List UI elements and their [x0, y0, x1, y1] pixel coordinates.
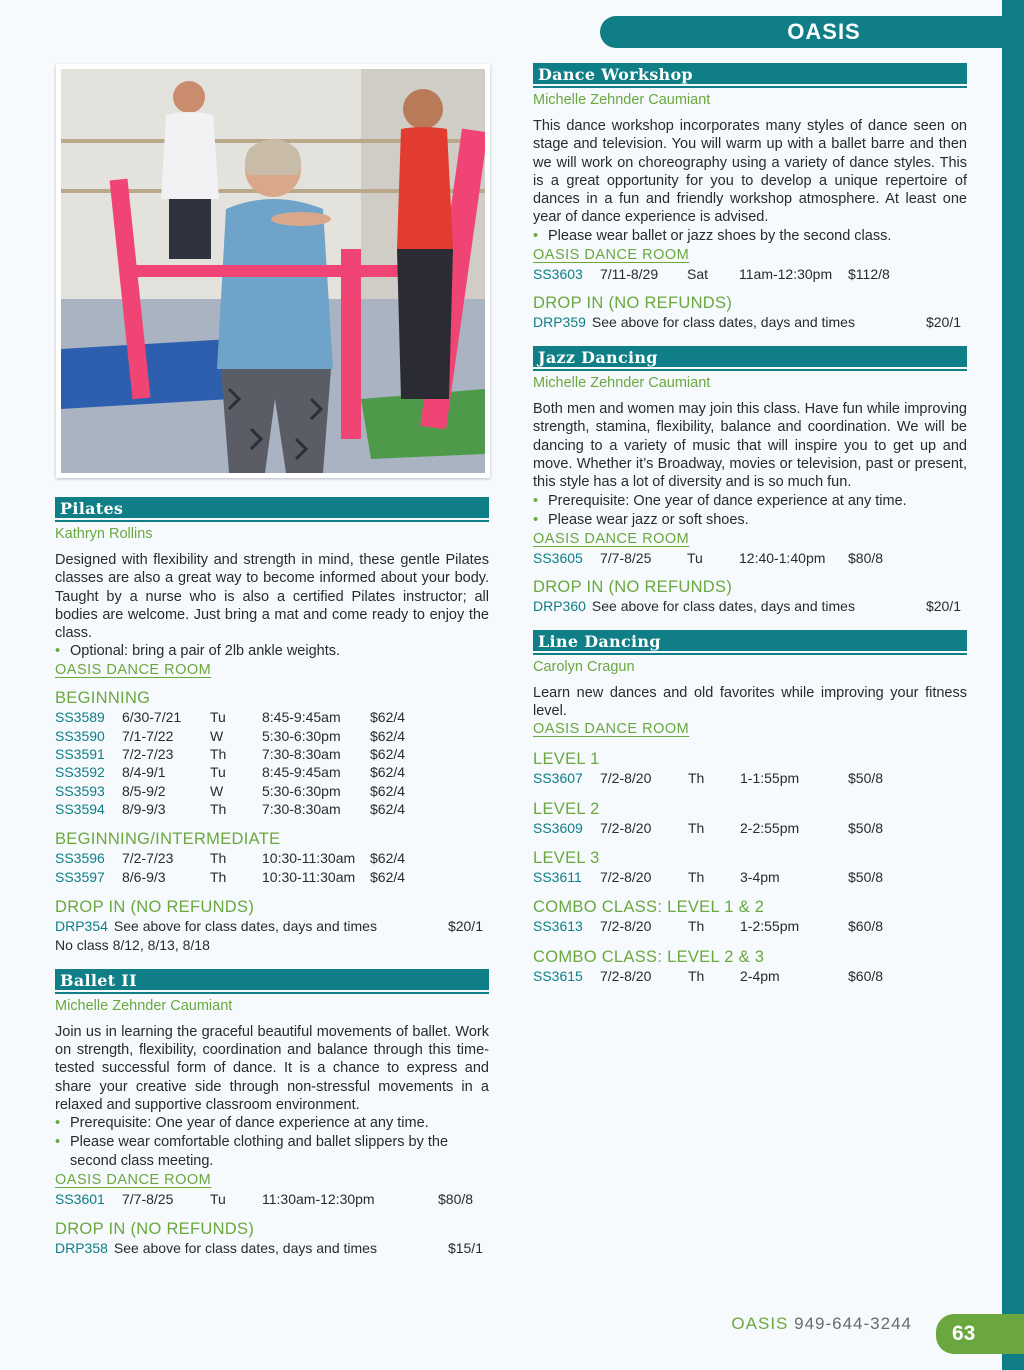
- course-day: Tu: [210, 1191, 226, 1208]
- course-price: $112/8: [848, 265, 890, 282]
- dropin-heading: DROP IN (NO REFUNDS): [55, 1219, 255, 1238]
- course-time: 1-1:55pm: [740, 770, 800, 787]
- table-row: [533, 769, 967, 787]
- level-heading: LEVEL 3: [533, 849, 600, 868]
- line-dancing-section: [533, 630, 967, 985]
- course-dates: 7/11-8/29: [600, 265, 659, 282]
- dropin-text: See above for class dates, days and times: [113, 1239, 377, 1256]
- course-code[interactable]: SS3613: [533, 918, 583, 935]
- course-code[interactable]: SS3590: [55, 727, 105, 744]
- dance-workshop-section: [533, 63, 967, 332]
- table-row: [55, 745, 489, 763]
- table-row: [55, 849, 489, 867]
- course-day: Th: [210, 800, 227, 817]
- course-day: Sat: [687, 265, 709, 282]
- course-price: $62/4: [370, 800, 406, 817]
- level-heading: BEGINNING/INTERMEDIATE: [55, 830, 281, 849]
- level-heading: BEGINNING: [55, 689, 151, 708]
- course-dates: 7/2-8/20: [600, 869, 652, 886]
- table-row: [533, 819, 967, 837]
- requirements-list: [533, 492, 967, 530]
- course-time: 1-2:55pm: [740, 918, 800, 935]
- course-code[interactable]: SS3589: [55, 709, 105, 726]
- instructor-name: Carolyn Cragun: [533, 658, 635, 675]
- course-price: $62/4: [370, 782, 406, 799]
- requirements-list: [533, 227, 967, 246]
- table-row: [55, 1190, 489, 1208]
- schedule-note: No class 8/12, 8/13, 8/18: [55, 936, 210, 953]
- course-time: 10:30-11:30am: [262, 850, 356, 867]
- section-title: Dance Workshop: [533, 63, 967, 86]
- course-dates: 7/7-8/25: [122, 1191, 174, 1208]
- list-item: • Please wear ballet or jazz shoes by the second class.: [533, 227, 967, 246]
- page-number: 63: [936, 1314, 1024, 1354]
- instructor-name: Kathryn Rollins: [55, 526, 153, 542]
- left-column: [55, 497, 489, 1258]
- schedule-table: [55, 708, 489, 818]
- dropin-code[interactable]: DRP360: [533, 597, 586, 614]
- course-price: $60/8: [848, 918, 884, 935]
- list-item: • Please wear comfortable clothing and ballet slippers by the second class meeting.: [55, 1133, 489, 1171]
- course-time: 10:30-11:30am: [262, 868, 356, 885]
- dropin-price: $20/1: [925, 314, 961, 331]
- course-time: 11am-12:30pm: [739, 265, 833, 282]
- dropin-text: See above for class dates, days and times: [113, 917, 377, 934]
- course-code[interactable]: SS3605: [533, 549, 583, 566]
- right-column: [533, 63, 967, 985]
- course-dates: 8/5-9/2: [122, 782, 166, 799]
- course-day: Th: [210, 868, 227, 885]
- course-dates: 7/2-8/20: [600, 918, 652, 935]
- course-description: This dance workshop incorporates many styles of dance seen on stage and television. You will warm up with a ballet barre and then we will work on choreography using a variety of dance styles. This is a great opportunity for you to develop a unique repertoire of dances in a fun and friendly workshop atmosphere. At least one year of dance experience is advised.: [533, 118, 967, 226]
- dropin-price: $20/1: [925, 597, 961, 614]
- ballet-section: [55, 969, 489, 1258]
- jazz-section: [533, 346, 967, 616]
- dropin-text: See above for class dates, days and times: [591, 314, 855, 331]
- course-code[interactable]: SS3591: [55, 746, 105, 763]
- requirements-list: [55, 1114, 489, 1171]
- list-item: • Prerequisite: One year of dance experience at any time.: [533, 492, 967, 511]
- course-day: W: [210, 727, 224, 744]
- course-description: Learn new dances and old favorites while improving your fitness level.: [533, 684, 967, 720]
- course-description: Both men and women may join this class. Have fun while improving strength, stamina, flexibility, balance and coordination. We will be dancing to a variety of music that will inspire you to get up and move. Whether it’s Broadway, movies or television, past or present, this style has a lot of diversity and is so much fun.: [533, 401, 967, 491]
- course-code[interactable]: SS3597: [55, 868, 105, 885]
- course-price: $50/8: [848, 869, 884, 886]
- dropin-code[interactable]: DRP359: [533, 314, 586, 331]
- course-code[interactable]: SS3609: [533, 819, 583, 836]
- course-time: 2-2:55pm: [740, 819, 800, 836]
- table-row: [55, 708, 489, 726]
- room-link[interactable]: OASIS DANCE ROOM: [55, 1172, 212, 1189]
- course-dates: 7/2-8/20: [600, 770, 652, 787]
- room-link[interactable]: OASIS DANCE ROOM: [533, 721, 690, 738]
- dropin-row: [533, 313, 967, 332]
- section-title: Ballet II: [55, 969, 489, 992]
- course-dates: 8/4-9/1: [122, 764, 166, 781]
- course-time: 8:45-9:45am: [262, 764, 341, 781]
- instructor-name: Michelle Zehnder Caumiant: [533, 92, 711, 108]
- schedule-table: [55, 849, 489, 886]
- course-code[interactable]: SS3611: [533, 869, 582, 886]
- room-link[interactable]: OASIS DANCE ROOM: [55, 662, 212, 679]
- dropin-code[interactable]: DRP358: [55, 1239, 108, 1256]
- course-dates: 7/2-8/20: [600, 819, 652, 836]
- course-dates: 8/9-9/3: [122, 800, 166, 817]
- room-link[interactable]: OASIS DANCE ROOM: [533, 530, 690, 547]
- course-price: $62/4: [370, 709, 406, 726]
- course-dates: 6/30-7/21: [122, 709, 182, 726]
- course-time: 5:30-6:30pm: [262, 727, 341, 744]
- course-time: 2-4pm: [740, 967, 780, 984]
- course-code[interactable]: SS3594: [55, 800, 105, 817]
- pilates-section: [55, 497, 489, 954]
- table-row: [533, 265, 967, 283]
- course-code[interactable]: SS3592: [55, 764, 105, 781]
- course-price: $80/8: [848, 549, 884, 566]
- course-dates: 7/2-7/23: [122, 746, 174, 763]
- dropin-heading: DROP IN (NO REFUNDS): [55, 897, 255, 916]
- course-day: Tu: [687, 549, 703, 566]
- course-day: Th: [210, 746, 227, 763]
- course-dates: 7/2-8/20: [600, 967, 652, 984]
- course-time: 12:40-1:40pm: [739, 549, 826, 566]
- dropin-row: [55, 917, 489, 936]
- dropin-price: $15/1: [447, 1239, 483, 1256]
- course-description: Designed with flexibility and strength in mind, these gentle Pilates classes are also a great way to become informed about your body. Taught by a nurse who is also a certified Pilates instructor; all bodies are welcome. Just bring a mat and come ready to enjoy the class.: [55, 552, 489, 642]
- right-edge-bar: [1002, 0, 1024, 1370]
- course-day: Th: [688, 819, 705, 836]
- dropin-code[interactable]: DRP354: [55, 917, 108, 934]
- course-price: $62/4: [370, 850, 406, 867]
- course-price: $50/8: [848, 770, 884, 787]
- instructor-name: Michelle Zehnder Caumiant: [55, 997, 233, 1014]
- level-heading: COMBO CLASS: LEVEL 1 & 2: [533, 898, 765, 917]
- section-title: Line Dancing: [533, 630, 967, 653]
- course-price: $50/8: [848, 819, 884, 836]
- photo-women-exercise-bands-icon: [61, 69, 485, 473]
- course-dates: 7/7-8/25: [600, 549, 652, 566]
- course-code[interactable]: SS3615: [533, 967, 583, 984]
- course-time: 11:30am-12:30pm: [262, 1191, 375, 1208]
- dropin-text: See above for class dates, days and times: [591, 597, 855, 614]
- course-description: Join us in learning the graceful beautiful movements of ballet. Work on strength, flexibility, coordination and balance through this time-tested successful form of dance. It is a chance to express and share your creative side through non-stressful movements in a relaxed and supportive classroom environment.: [55, 1023, 489, 1114]
- course-time: 7:30-8:30am: [262, 746, 341, 763]
- requirements-list: [55, 642, 489, 661]
- course-price: $62/4: [370, 727, 406, 744]
- course-time: 7:30-8:30am: [262, 800, 341, 817]
- level-heading: COMBO CLASS: LEVEL 2 & 3: [533, 947, 765, 966]
- dropin-heading: DROP IN (NO REFUNDS): [533, 577, 733, 596]
- course-code[interactable]: SS3601: [55, 1191, 105, 1208]
- course-day: Th: [688, 918, 705, 935]
- course-price: $80/8: [438, 1191, 474, 1208]
- class-photo: [56, 64, 490, 478]
- course-dates: 8/6-9/3: [122, 868, 166, 885]
- table-row: [55, 727, 489, 745]
- table-row: [55, 868, 489, 886]
- course-day: Th: [688, 770, 705, 787]
- footer-contact: [731, 1314, 912, 1334]
- level-heading: LEVEL 2: [533, 799, 600, 818]
- course-time: 5:30-6:30pm: [262, 782, 341, 799]
- course-code[interactable]: SS3603: [533, 265, 583, 282]
- list-item: • Please wear jazz or soft shoes.: [533, 511, 967, 530]
- dropin-price: $20/1: [447, 917, 483, 934]
- course-dates: 7/2-7/23: [122, 850, 174, 867]
- course-price: $62/4: [370, 764, 406, 781]
- course-day: W: [210, 782, 224, 799]
- course-day: Tu: [210, 709, 226, 726]
- table-row: [55, 782, 489, 800]
- dropin-heading: DROP IN (NO REFUNDS): [533, 294, 733, 313]
- course-day: Tu: [210, 764, 226, 781]
- list-item: • Prerequisite: One year of dance experience at any time.: [55, 1114, 489, 1133]
- list-item: • Optional: bring a pair of 2lb ankle weights.: [55, 642, 489, 661]
- course-day: Th: [688, 869, 705, 886]
- course-code[interactable]: SS3596: [55, 850, 105, 867]
- dropin-row: [533, 597, 967, 616]
- course-price: $62/4: [370, 868, 406, 885]
- table-row: [533, 917, 967, 935]
- level-heading: LEVEL 1: [533, 750, 600, 769]
- table-row: [533, 868, 967, 886]
- table-row: [55, 800, 489, 818]
- course-price: $62/4: [370, 746, 406, 763]
- footer-brand: OASIS: [731, 1314, 789, 1333]
- dropin-row: [55, 1239, 489, 1258]
- section-title: Pilates: [55, 497, 489, 520]
- course-price: $60/8: [848, 967, 884, 984]
- course-time: 3-4pm: [740, 869, 780, 886]
- section-title: Jazz Dancing: [533, 346, 967, 369]
- instructor-name: Michelle Zehnder Caumiant: [533, 375, 711, 392]
- course-code[interactable]: SS3607: [533, 770, 583, 787]
- table-row: [533, 549, 967, 567]
- table-row: [533, 967, 967, 985]
- footer-phone: 949-644-3244: [794, 1314, 912, 1333]
- course-code[interactable]: SS3593: [55, 782, 105, 799]
- course-day: Th: [210, 850, 227, 867]
- table-row: [55, 763, 489, 781]
- course-day: Th: [688, 967, 705, 984]
- course-time: 8:45-9:45am: [262, 709, 341, 726]
- course-dates: 7/1-7/22: [122, 727, 174, 744]
- room-link[interactable]: OASIS DANCE ROOM: [533, 246, 690, 263]
- section-tab: OASIS: [600, 16, 1002, 48]
